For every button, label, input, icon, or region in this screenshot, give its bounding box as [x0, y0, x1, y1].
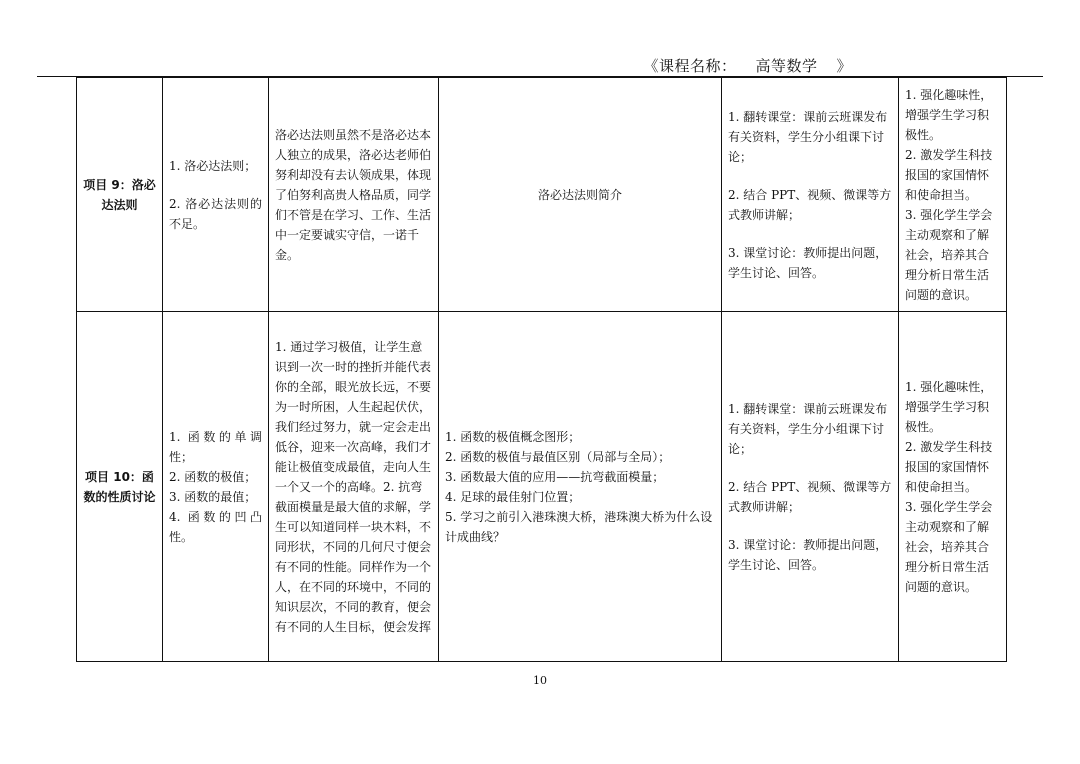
goal-item: 1. 强化趣味性，增强学生学习积极性。	[905, 379, 993, 434]
content-cell	[439, 312, 722, 662]
course-suffix: 》	[836, 57, 852, 75]
course-name: 高等数学	[736, 55, 836, 77]
methods-cell	[722, 78, 899, 312]
objective-item: 2. 洛必达法则的不足。	[169, 196, 262, 231]
goal-item: 2. 激发学生科技报国的家国情怀和使命担当。	[905, 439, 993, 494]
project-title-cell: 项目 9：洛必达法则	[77, 78, 163, 312]
content-item: 1. 函数的极值概念图形；	[445, 429, 581, 444]
goal-item: 2. 激发学生科技报国的家国情怀和使命担当。	[905, 147, 993, 202]
content-item: 5. 学习之前引入港珠澳大桥，港珠澳大桥为什么设计成曲线？	[445, 509, 713, 544]
objective-item: 4. 函数的凹凸性。	[169, 509, 262, 544]
method-item: 2. 结合 PPT、视频、微课等方式教师讲解；	[728, 187, 892, 222]
course-title	[643, 55, 852, 77]
course-prefix: 《课程名称：	[643, 57, 737, 75]
page-header	[0, 55, 1080, 77]
method-item: 2. 结合 PPT、视频、微课等方式教师讲解；	[728, 479, 892, 514]
method-item: 1. 翻转课堂：课前云班课发布有关资料，学生分小组课下讨论；	[728, 401, 888, 456]
table-row	[77, 78, 1007, 312]
objectives-cell	[163, 78, 269, 312]
objective-item: 1. 洛必达法则；	[169, 158, 257, 173]
method-item: 3. 课堂讨论：教师提出问题，学生讨论、回答。	[728, 537, 888, 572]
goal-item: 3. 强化学生学会主动观察和了解社会，培养其合理分析日常生活问题的意识。	[905, 499, 993, 594]
objective-item: 1. 函数的单调性；	[169, 429, 262, 464]
objective-item: 2. 函数的极值；	[169, 469, 257, 484]
methods-cell	[722, 312, 899, 662]
content-item: 3. 函数最大值的应用——抗弯截面模量；	[445, 469, 665, 484]
goal-item: 3. 强化学生学会主动观察和了解社会，培养其合理分析日常生活问题的意识。	[905, 207, 993, 302]
method-item: 3. 课堂讨论：教师提出问题，学生讨论、回答。	[728, 245, 888, 280]
content-item: 4. 足球的最佳射门位置；	[445, 489, 581, 504]
ideology-cell: 1. 通过学习极值，让学生意识到一次一时的挫折并能代表你的全部，眼光放长远，不要为一时所困，人生起起伏伏，我们经过努力，就一定会走出低谷，迎来一次高峰，我们才能让极值变成最值，走向人生一个又一个的高峰。2. 抗弯截面模量是最大值的求解，学生可以知道同样一块木料，不同形状，不同的几何尺寸便会有不同的性能。同样作为一个人，在不同的环境中，不同的知识层次，不同的教育，便会有不同的人生目标，便会发挥	[269, 312, 439, 662]
goals-cell	[899, 312, 1007, 662]
goals-cell	[899, 78, 1007, 312]
table-row	[77, 312, 1007, 662]
course-plan-table	[76, 77, 1007, 662]
method-item: 1. 翻转课堂：课前云班课发布有关资料，学生分小组课下讨论；	[728, 109, 888, 164]
objectives-cell	[163, 312, 269, 662]
ideology-cell: 洛必达法则虽然不是洛必达本人独立的成果，洛必达老师伯努利却没有去认领成果，体现了伯努利高贵人格品质，同学们不管是在学习、工作、生活中一定要诚实守信，一诺千金。	[269, 78, 439, 312]
content-cell: 洛必达法则简介	[439, 78, 722, 312]
page-number: 10	[533, 674, 547, 687]
objective-item: 3. 函数的最值；	[169, 489, 257, 504]
content-item: 2. 函数的极值与最值区别（局部与全局）；	[445, 449, 671, 464]
goal-item: 1. 强化趣味性，增强学生学习积极性。	[905, 87, 993, 142]
project-title-cell: 项目 10：函数的性质讨论	[77, 312, 163, 662]
